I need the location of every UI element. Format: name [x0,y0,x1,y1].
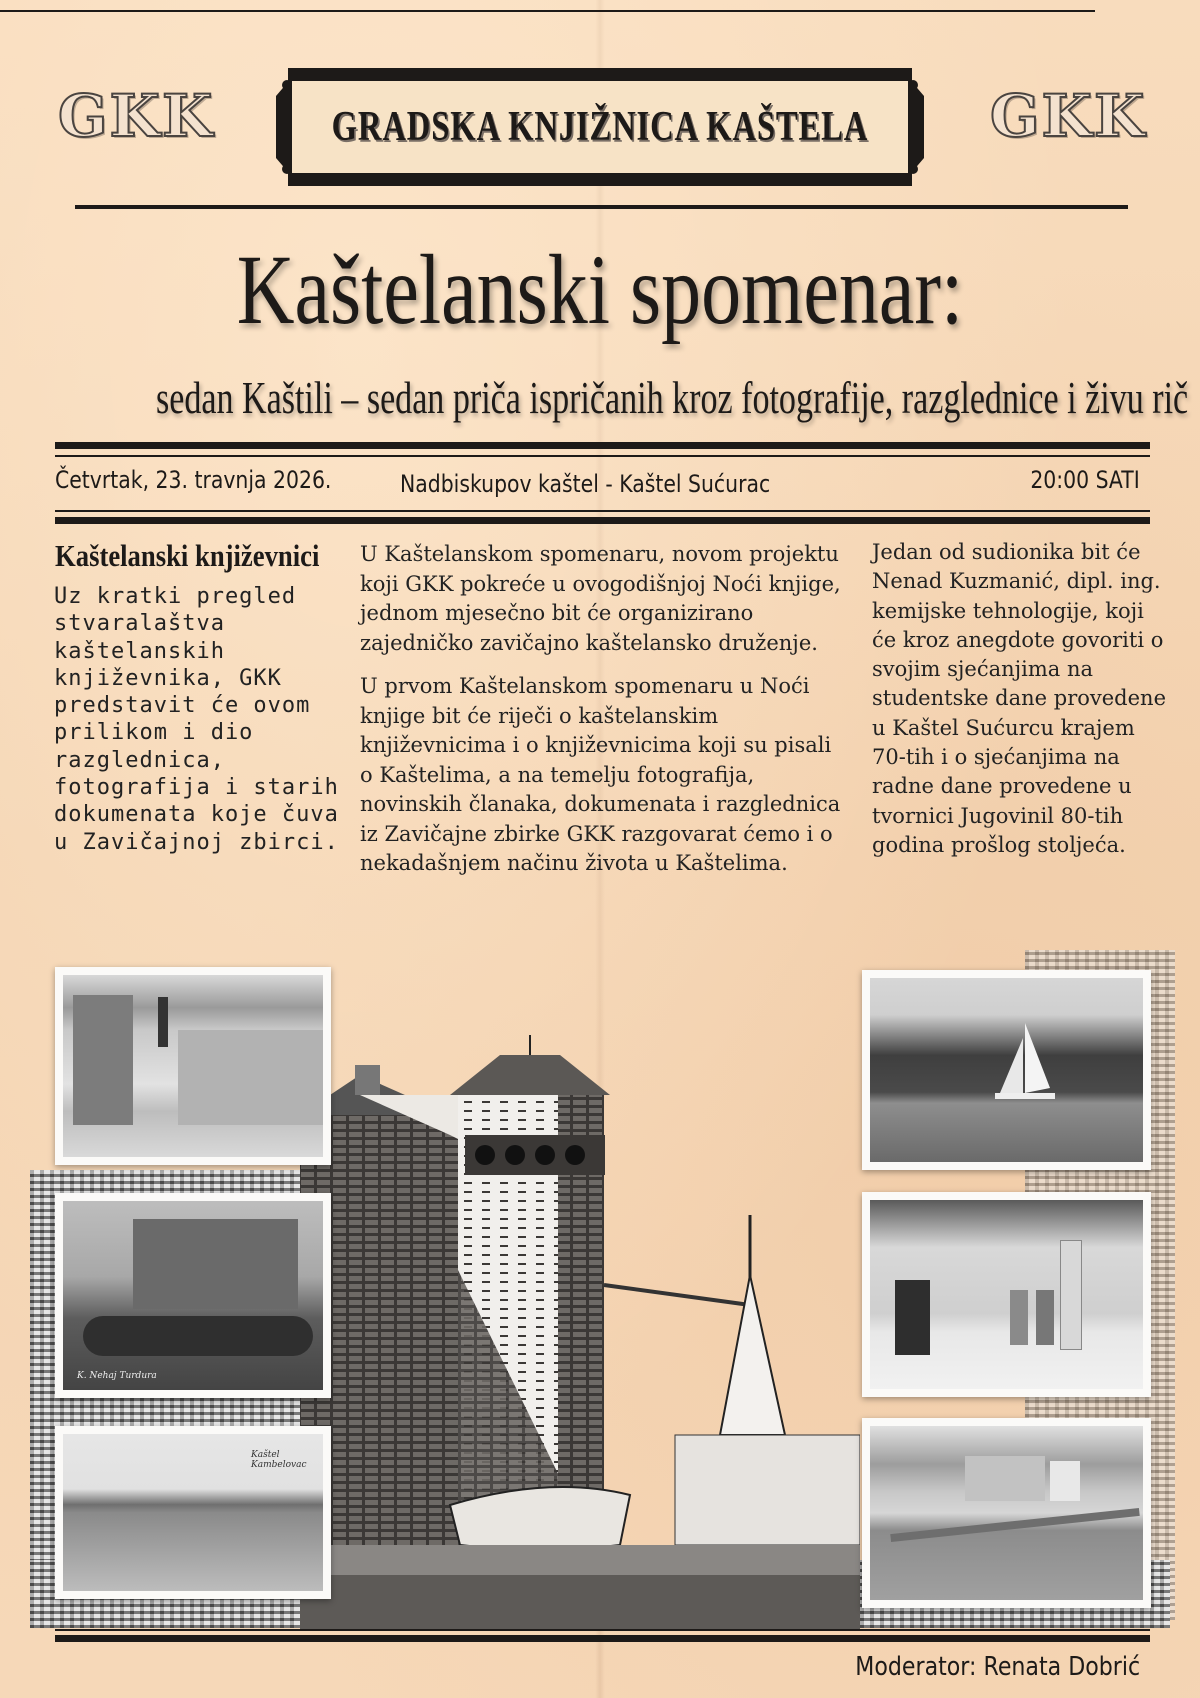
photo-image [63,975,323,1157]
photo-seafront-promenade[interactable] [862,1418,1151,1608]
info-rule-bottom-thick [55,517,1150,524]
photo-village-square[interactable] [862,1192,1151,1397]
page-subtitle: sedan Kaštili – sedan priča ispričanih kroz fotografije, razglednice i živu rič [156,372,1189,423]
photo-image [63,1201,323,1390]
moderator-credit: Moderator: Renata Dobrić [855,1652,1140,1682]
middle-paragraph-1: U Kaštelanskom spomenaru, novom projektu koji GKK pokreće u ovogodišnjoj Noći knjige, jednom mjesečno bit će organizirano zajedničko zavičajno kaštelansko druženje. [360,542,841,655]
photo-caption: K. Nehaj Turdura [77,1371,157,1381]
info-rule-bottom-thin [55,510,1150,512]
event-location: Nadbiskupov kaštel - Kaštel Sućurac [400,470,771,498]
event-time: 20:00 SATI [1030,466,1140,494]
page-title: Kaštelanski spomenar: [236,234,964,345]
left-column-text [54,583,344,870]
header-rule [75,205,1128,209]
photo-sailboat[interactable] [862,970,1151,1170]
right-column-paragraph: Jedan od sudionika bit će Nenad Kuzmanić, dipl. ing. kemijske tehnologije, koji će kroz anegdote govoriti o svojim sjećanjima na studentske dane provedene u Kaštel Sućurcu krajem 70-tih i o sjećanjima na radne dane provedene u tvornici Jugovinil 80-tih godina prošlog stoljeća. [872,540,1167,857]
tower-illustration [300,1035,860,1630]
photo-image [870,978,1143,1162]
photo-street-scene[interactable] [55,967,331,1165]
left-column-paragraph: Uz kratki pregled stvaralaštva kaštelanskih književnika, GKK predstavit će ovom prilikom i dio razglednica, fotografija i starih dokumenata koje čuva u Zavičajnoj zbirci. [54,584,339,855]
photo-waterfront-village[interactable] [55,1426,331,1599]
photo-image [870,1426,1143,1600]
library-name: GRADSKA KNJIŽNICA KAŠTELA [331,104,869,150]
right-column-text [872,538,1172,874]
middle-column-text [360,540,850,893]
footer-rule-thick [55,1635,1150,1642]
left-column-heading: Kaštelanski književnici [55,538,320,573]
middle-paragraph-2: U prvom Kaštelanskom spomenaru u Noći knjige bit će riječi o kaštelanskim književnicima i o književnicima koji su pisali o Kaštelima, a na temelju fotografija, novinskih članaka, dokumenata i razglednica iz Zavičajne zbirke GKK razgovarat ćemo i o nekadašnjem načinu života u Kaštelima. [360,674,841,875]
top-rule [0,10,1095,12]
event-date: Četvrtak, 23. travnja 2026. [55,466,332,494]
photo-image [63,1434,323,1591]
library-plaque [290,79,910,175]
gkk-logo-right: GKK [990,82,1147,150]
info-rule-top-thin [55,455,1150,457]
gkk-logo-left: GKK [58,82,215,150]
footer-rule-thin [55,1629,1150,1631]
info-rule-top-thick [55,442,1150,449]
photo-caption: Kaštel Kambelovac [251,1450,307,1470]
photo-sea-fortress[interactable] [55,1193,331,1398]
photo-image [870,1200,1143,1389]
